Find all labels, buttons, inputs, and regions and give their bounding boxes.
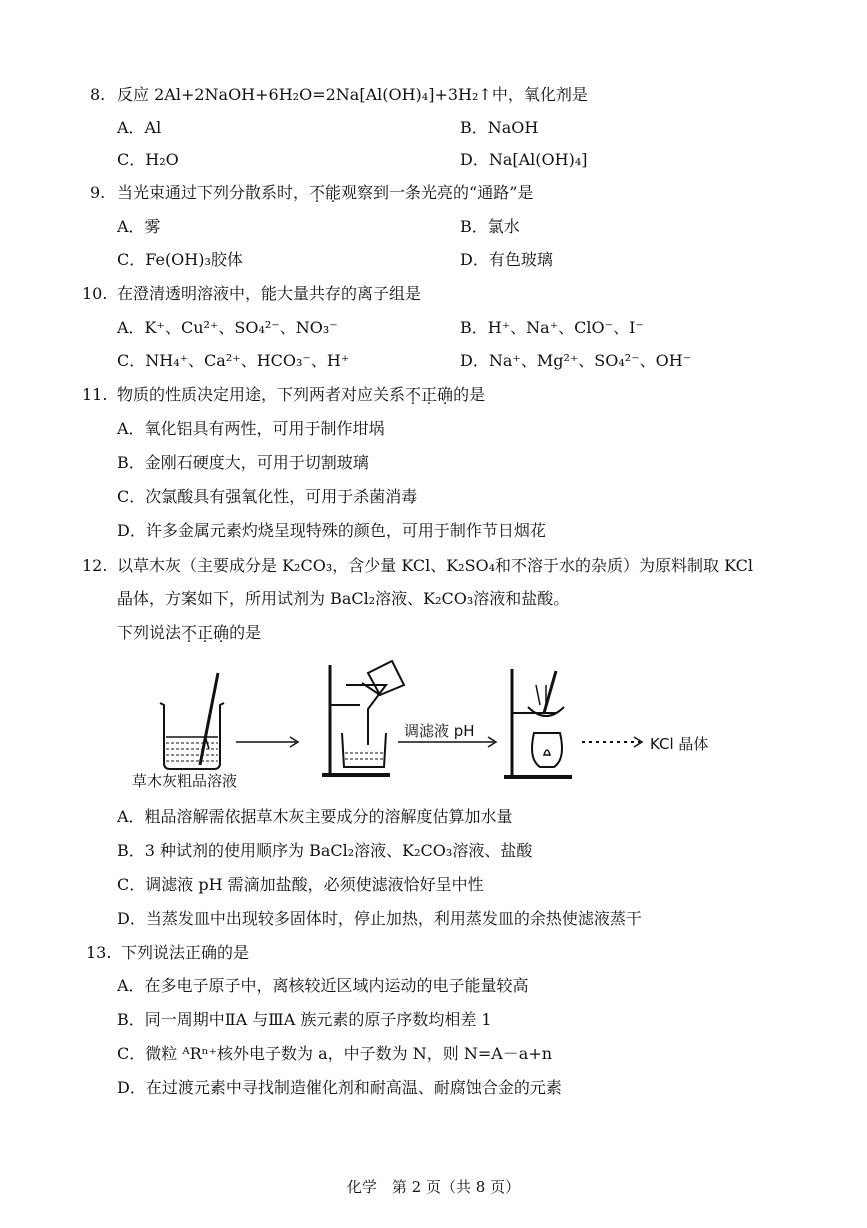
figure-label-kcl-crystal: KCl 晶体 — [650, 735, 709, 753]
evaporation-setup-icon — [504, 669, 572, 777]
q8-option-c: C．H₂O — [117, 150, 179, 169]
q10-option-d: D．Na⁺、Mg²⁺、SO₄²⁻、OH⁻ — [460, 351, 692, 370]
q13-option-a: A．在多电子原子中，离核较近区域内运动的电子能量较高 — [117, 976, 529, 995]
q11-option-d: D．许多金属元素灼烧呈现特殊的颜色，可用于制作节日烟花 — [117, 521, 546, 540]
q9-option-d: D．有色玻璃 — [460, 250, 553, 269]
q13-number: 13. — [86, 943, 112, 962]
q11-stem: 物质的性质决定用途，下列两者对应关系不正确的是 — [117, 385, 486, 404]
q12-option-b: B．3 种试剂的使用顺序为 BaCl₂溶液、K₂CO₃溶液、盐酸 — [117, 841, 533, 860]
q9-stem: 当光束通过下列分散系时，不能观察到一条光亮的“通路”是 — [117, 183, 534, 202]
q9-number: 9. — [90, 183, 106, 202]
q10-number: 10. — [82, 284, 108, 303]
q13-option-d: D．在过渡元素中寻找制造催化剂和耐高温、耐腐蚀合金的元素 — [117, 1078, 562, 1097]
filtration-setup-icon — [322, 661, 404, 775]
page-footer: 化学 第 2 页（共 8 页） — [346, 1178, 521, 1196]
q12-option-d: D．当蒸发皿中出现较多固体时，停止加热，利用蒸发皿的余热使滤液蒸干 — [117, 909, 642, 928]
q11-option-c: C．次氯酸具有强氧化性，可用于杀菌消毒 — [117, 487, 418, 506]
q8-option-b: B．NaOH — [460, 118, 539, 137]
q8-number: 8. — [90, 85, 106, 104]
q10-stem: 在澄清透明溶液中，能大量共存的离子组是 — [117, 284, 422, 303]
q10-option-b: B．H⁺、Na⁺、ClO⁻、I⁻ — [460, 318, 644, 337]
q12-number: 12. — [82, 556, 108, 575]
q8-option-a: A．Al — [117, 118, 162, 137]
q9-option-a: A．雾 — [117, 217, 161, 236]
q8-option-d: D．Na[Al(OH)₄] — [460, 150, 588, 169]
q13-stem: 下列说法正确的是 — [121, 943, 250, 962]
q12-stem-line2: 晶体，方案如下，所用试剂为 BaCl₂溶液、K₂CO₃溶液和盐酸。 — [117, 589, 570, 608]
q11-number: 11. — [82, 385, 108, 404]
q11-option-a: A．氧化铝具有两性，可用于制作坩埚 — [117, 419, 385, 438]
q9-option-c: C．Fe(OH)₃胶体 — [117, 250, 243, 269]
q8-stem: 反应 2Al+2NaOH+6H₂O=2Na[Al(OH)₄]+3H₂↑中，氧化剂是 — [117, 85, 588, 104]
figure-label-adjust-ph: 调滤液 pH — [404, 722, 475, 740]
q9-option-b: B．氯水 — [460, 217, 520, 236]
q12-stem-line3: 下列说法不正确的是 — [117, 623, 262, 642]
q10-option-a: A．K⁺、Cu²⁺、SO₄²⁻、NO₃⁻ — [117, 318, 338, 337]
q12-option-c: C．调滤液 pH 需滴加盐酸，必须使滤液恰好呈中性 — [117, 875, 484, 894]
q12-option-a: A．粗品溶解需依据草木灰主要成分的溶解度估算加水量 — [117, 807, 513, 826]
figure-label-crude-solution: 草木灰粗品溶液 — [132, 772, 238, 790]
q13-option-c: C．微粒 ᴬRⁿ⁺核外电子数为 a，中子数为 N，则 N=A－a+n — [117, 1044, 553, 1063]
q10-option-c: C．NH₄⁺、Ca²⁺、HCO₃⁻、H⁺ — [117, 351, 350, 370]
q12-stem-line1: 以草木灰（主要成分是 K₂CO₃，含少量 KCl、K₂SO₄和不溶于水的杂质）为原料制取 KCl — [117, 556, 754, 575]
q11-option-b: B．金刚石硬度大，可用于切割玻璃 — [117, 453, 369, 472]
q13-option-b: B．同一周期中ⅡA 与ⅢA 族元素的原子序数均相差 1 — [117, 1010, 492, 1029]
beaker-icon — [160, 673, 224, 769]
